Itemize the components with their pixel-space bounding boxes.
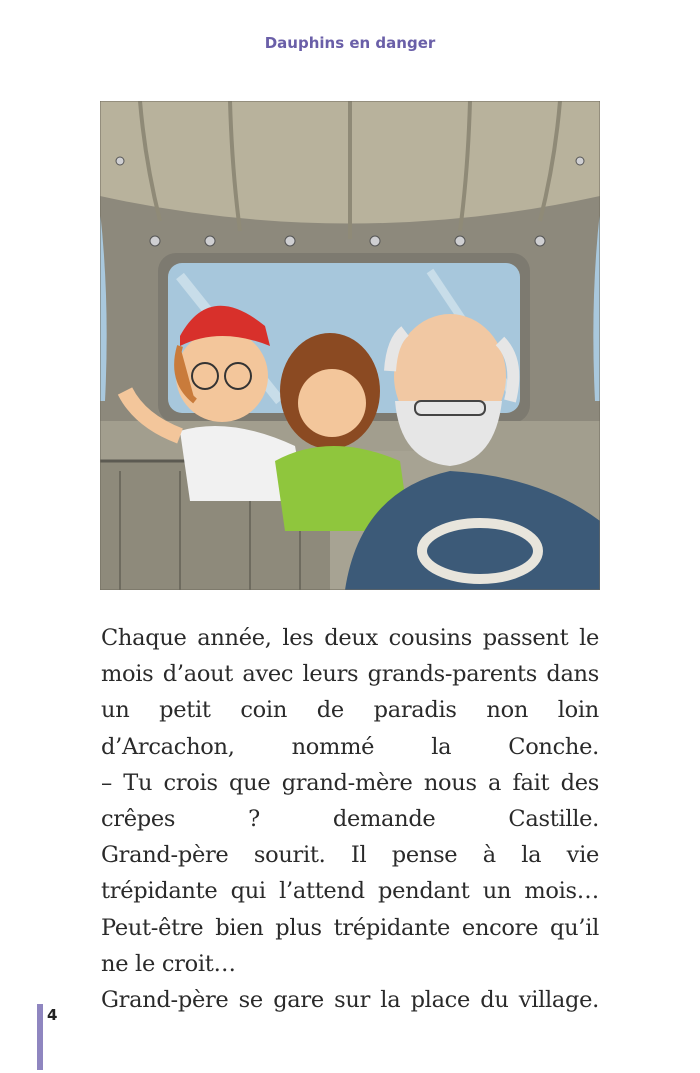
page-marker-bar <box>37 1004 43 1070</box>
running-header: Dauphins en danger <box>264 34 436 52</box>
paragraph-4: Grand-père se gare sur la place du village. <box>101 987 599 1014</box>
body-text <box>101 620 599 1018</box>
bus-scene-illustration <box>100 101 600 590</box>
paragraph-2: – Tu crois que grand-mère nous a fait des crêpes ? demande Castille. <box>101 769 599 833</box>
paragraph-1: Chaque année, les deux cousins passent le mois d’aout avec leurs grands-parents dans un petit coin de paradis non loin d’Arcachon, nommé la Conche. <box>101 625 599 760</box>
page-number: 4 <box>47 1006 58 1024</box>
paragraph-3: Grand-père sourit. Il pense à la vie trépidante qui l’attend pendant un mois… Peut-être bien plus trépidante encore qu’il ne le croit… <box>101 842 599 977</box>
